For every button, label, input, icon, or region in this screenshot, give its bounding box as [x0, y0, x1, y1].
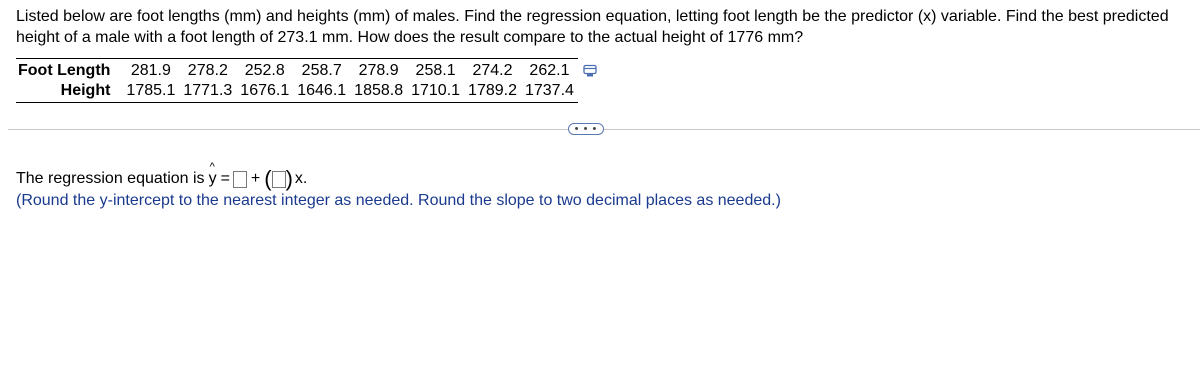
open-paren: ( [264, 166, 272, 191]
table-cell: 1858.8 [350, 81, 407, 103]
more-options-icon: • • • [574, 123, 598, 135]
equals-sign: = [220, 170, 230, 187]
more-options-button[interactable] [568, 123, 604, 135]
table-cell: 252.8 [236, 59, 293, 82]
regression-equation-line [16, 161, 781, 191]
table-cell: 1676.1 [236, 81, 293, 103]
data-table-container [16, 58, 578, 103]
table-cell: 1737.4 [521, 81, 578, 103]
row-header-foot-length: Foot Length [16, 59, 122, 82]
table-cell: 281.9 [122, 59, 179, 82]
hat-symbol: ^ [209, 161, 215, 173]
table-cell: 258.7 [293, 59, 350, 82]
intercept-input[interactable] [233, 171, 247, 188]
slope-input[interactable] [272, 171, 286, 188]
copy-data-icon[interactable] [583, 64, 597, 78]
table-cell: 1646.1 [293, 81, 350, 103]
plus-sign: + [250, 170, 261, 187]
table-cell: 278.2 [179, 59, 236, 82]
x-suffix: x. [294, 170, 308, 187]
equation-prefix: The regression equation is [16, 170, 205, 187]
table-cell: 274.2 [464, 59, 521, 82]
rounding-hint: (Round the y-intercept to the nearest integer as needed. Round the slope to two decimal places as needed.) [16, 192, 781, 209]
section-divider [8, 129, 1200, 130]
table-cell: 278.9 [350, 59, 407, 82]
data-table [16, 58, 578, 103]
table-cell: 262.1 [521, 59, 578, 82]
answer-section [16, 161, 781, 212]
y-hat-symbol [208, 161, 217, 190]
table-cell: 258.1 [407, 59, 464, 82]
close-paren: ) [285, 166, 293, 191]
table-row-height [16, 81, 578, 103]
table-cell: 1771.3 [179, 81, 236, 103]
table-cell: 1789.2 [464, 81, 521, 103]
table-cell: 1785.1 [122, 81, 179, 103]
table-cell: 1710.1 [407, 81, 464, 103]
question-text: Listed below are foot lengths (mm) and heights (mm) of males. Find the regression equation, letting foot length be the predictor (x) variable. Find the best predicted height of a male with a foot length of 273.1 mm. How does the result compare to the actual height of 1776 mm? [16, 8, 1169, 46]
y-symbol: y [208, 170, 217, 187]
row-header-height: Height [16, 81, 122, 103]
table-row-foot-length [16, 59, 578, 82]
